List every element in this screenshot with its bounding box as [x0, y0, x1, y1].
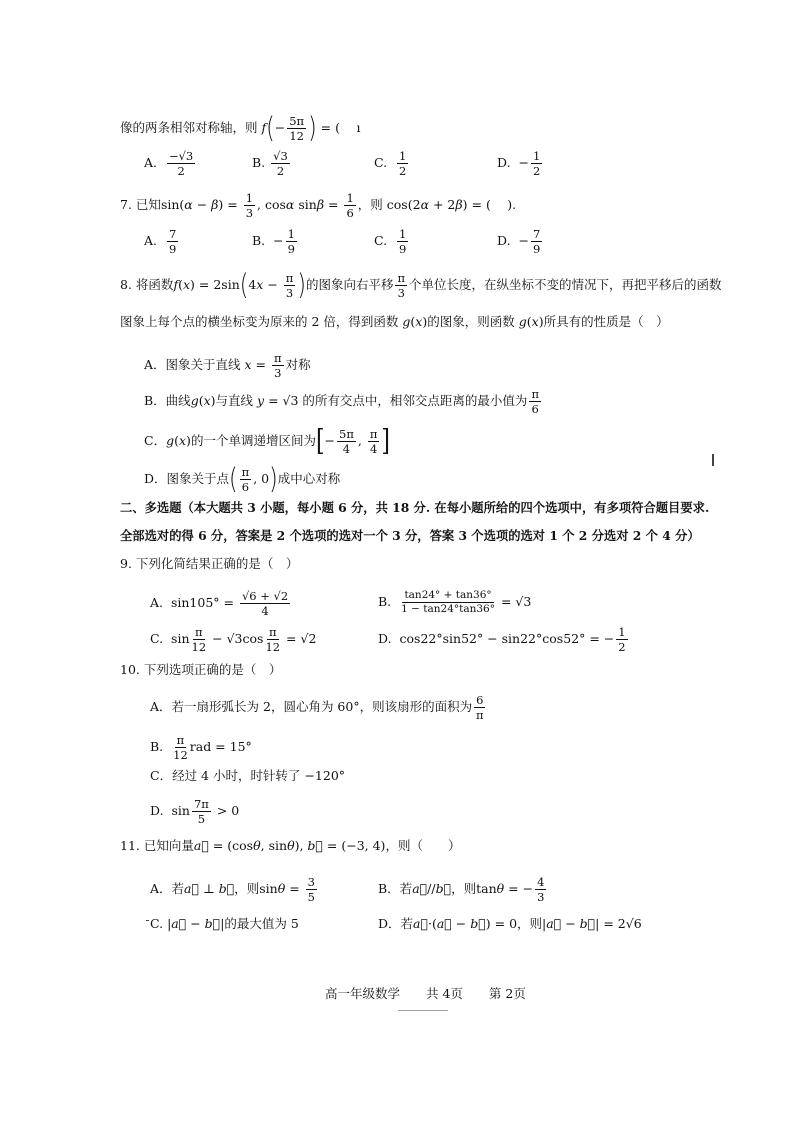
q10-stem: 10. 下列选项正确的是（ ）: [120, 662, 282, 677]
q10-option-c: C．经过 4 小时，时针转了 −120°: [150, 768, 346, 783]
q7-stem: 7. 已知sin(α − β) = $\frac{1}{3}$ , cosα sinβ = $\frac{1}{6}$ ，则 cos(2α + 2β) = ( ).: [120, 191, 517, 221]
q9-option-a: A. sin105° = $\frac{√6 + √2}{4}$: [150, 589, 289, 619]
q9-option-b: B. $\frac{\tan 24^\circ + \tan 36^\circ}{1 - \tan 24^\circ\tan 36^\circ}$ = √3: [378, 589, 532, 616]
q8-stem-line1: 8. 将函数f(x) = 2sin(4x − $\frac{\pi}{3}$ )的图象向右平移 $\frac{\pi}{3}$ 个单位长度，在纵坐标不变的情况下，再把平移后的函数: [120, 268, 722, 302]
q6-option-c: C. $\frac{1}{2}$: [374, 149, 407, 179]
q10-option-a: A．若一扇形弧长为 2，圆心角为 60°，则该扇形的面积为 $\frac{6}{\pi}$: [150, 693, 484, 723]
q11-stem: 11. 已知向量a⃗ = (cosθ, sinθ), b⃗ = (−3, 4)，则（ ）: [120, 838, 461, 853]
q10-option-d: D. sin $\frac{7\pi}{5}$ > 0: [150, 797, 240, 827]
section2-heading: 二、多选题（本大题共 3 小题，每小题 6 分，共 18 分. 在每小题所给的四个选项中，有多项符合题目要求.: [120, 500, 710, 515]
q7-option-d: D. − $\frac{7}{9}$: [497, 227, 541, 257]
scan-mark: [398, 1010, 448, 1011]
q6-option-b: B. $\frac{√3}{2}$: [252, 149, 288, 179]
q7-number: 7.: [120, 197, 132, 213]
q11-option-b: B．若a⃗//b⃗，则tanθ = − $\frac{4}{3}$: [378, 875, 545, 905]
q9-option-c: C. sin $\frac{\pi}{12}$ − √3cos $\frac{\pi}{12}$ = √2: [150, 625, 317, 655]
footer-page-number: 第 2页: [488, 986, 526, 1001]
q7-option-c: C. $\frac{1}{9}$: [374, 227, 407, 257]
q8-number: 8.: [120, 277, 132, 293]
q8-stem-line2: 图象上每个点的横坐标变为原来的 2 倍，得到函数 g(x)的图象，则函数 g(x)所具有的性质是（ ）: [120, 314, 669, 329]
footer: [325, 988, 526, 1001]
scan-mark: [146, 920, 149, 921]
q6-stem-text: 像的两条相邻对称轴，则: [120, 120, 258, 136]
q10-option-b: B. $\frac{\pi}{12}$ rad = 15°: [150, 733, 252, 763]
q7-option-b: B. − $\frac{1}{9}$: [252, 227, 295, 257]
q7-option-a: A. $\frac{7}{9}$: [144, 227, 177, 257]
q11-option-a: A．若a⃗ ⊥ b⃗，则sinθ = $\frac{3}{5}$: [150, 875, 315, 905]
q10-number: 10.: [120, 662, 140, 677]
footer-grade: 高一年级数学: [325, 986, 401, 1001]
q6-option-a: A. $\frac{-√3}{2}$: [144, 149, 194, 179]
q6-stem: 像的两条相邻对称轴，则 f(− $\frac{5\pi}{12}$ ) = ( ı: [120, 111, 361, 145]
q8-option-d: D．图象关于点( $\frac{\pi}{6}$ , 0)成中心对称: [144, 462, 341, 496]
section2-heading-line2: 全部选对的得 6 分，答案是 2 个选项的选对一个 3 分，答案 3 个选项的选对 1 个 2 分选对 2 个 4 分）: [120, 528, 700, 543]
q9-option-d: D. cos22°sin52° − sin22°cos52° = − $\frac{1}{2}$: [378, 625, 626, 655]
q11-option-c: C. |a⃗ − b⃗|的最大值为 5: [150, 916, 299, 931]
q7-stem-text: 已知: [135, 197, 161, 213]
footer-total-pages: 共 4页: [425, 986, 463, 1001]
q8-option-b: B．曲线g(x)与直线 y = √3 的所有交点中，相邻交点距离的最小值为 $\frac{\pi}{6}$: [144, 387, 539, 417]
q8-option-a: A．图象关于直线 x = $\frac{\pi}{3}$ 对称: [144, 351, 311, 381]
q6-option-d: D. − $\frac{1}{2}$: [497, 149, 541, 179]
q8-option-c: C．g(x)的一个单调递增区间为[− $\frac{5\pi}{4}$ , $\frac{\pi}{4}$ ]: [144, 424, 391, 458]
q11-number: 11.: [120, 838, 140, 853]
q11-option-d: D．若a⃗·(a⃗ − b⃗) = 0，则|a⃗ − b⃗| = 2√6: [378, 916, 642, 931]
q9-number: 9.: [120, 556, 132, 571]
scan-mark: [712, 454, 714, 466]
q9-stem: 9. 下列化简结果正确的是（ ）: [120, 556, 299, 571]
